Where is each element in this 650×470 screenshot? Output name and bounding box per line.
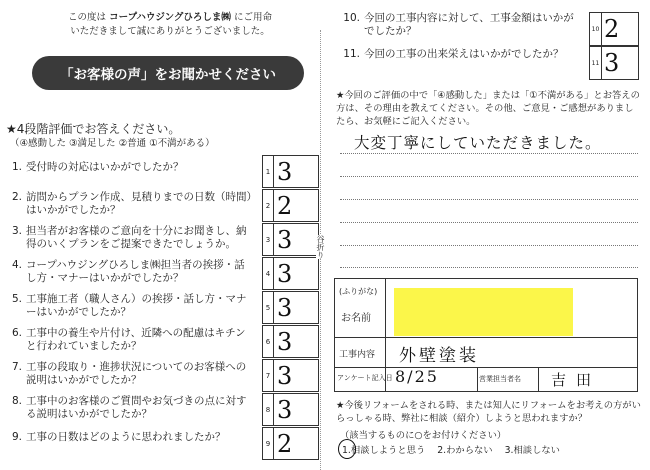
- question-1: [6, 161, 261, 174]
- box-number: 4: [263, 258, 274, 289]
- row-divider: [335, 337, 637, 338]
- header-greeting: [30, 11, 310, 39]
- answer-box-5[interactable]: [262, 291, 319, 324]
- answer-box-7[interactable]: [262, 359, 319, 392]
- answer-box-8[interactable]: [262, 393, 319, 426]
- question-number: 8.: [11, 395, 22, 407]
- name-label: お名前: [341, 313, 371, 324]
- box-number: 9: [263, 428, 274, 459]
- box-number: 11: [590, 47, 602, 79]
- comment-line: [340, 245, 638, 246]
- comment-line: [340, 199, 638, 200]
- referral-options: [342, 442, 560, 456]
- referral-option-1-label: 1.相談しようと思う: [342, 445, 426, 456]
- box-number: 10: [590, 13, 602, 45]
- question-number: 6.: [11, 327, 22, 339]
- greeting-line2: いただきまして誠にありがとうございました。: [70, 26, 270, 37]
- answer-box-6[interactable]: [262, 325, 319, 358]
- handwritten-answer: 2: [604, 15, 620, 43]
- answer-box-10[interactable]: [589, 12, 639, 46]
- question-text: 今回の工事の出来栄えはいかがでしたか？: [364, 48, 564, 60]
- handwritten-answer: 2: [277, 191, 293, 220]
- handwritten-answer: 3: [277, 293, 293, 322]
- question-number: 11.: [343, 48, 360, 60]
- handwritten-answer: 3: [277, 327, 293, 356]
- work-value[interactable]: 外壁塗装: [399, 346, 479, 366]
- box-number: 3: [263, 224, 274, 255]
- question-11: [340, 48, 585, 61]
- rating-title: ★4段階評価でお答えください。: [6, 122, 181, 136]
- referral-prompt: ★今後リフォームをされる時、または知人にリフォームをお考えの方がいらっしゃる時、弊社に相談（紹介）しようと思われますか？: [336, 400, 641, 424]
- referral-option-1[interactable]: [342, 442, 425, 456]
- label-column-divider: [385, 337, 386, 367]
- greeting-prefix: この度は: [68, 12, 107, 23]
- question-text: コープハウジングひろしま㈱担当者の挨拶・話し方・マナーはいかがでしたか？: [26, 259, 245, 284]
- question-text: 工事中の養生や片付け、近隣への配慮はキチンと行われていましたか？: [26, 327, 246, 352]
- handwritten-answer: 2: [277, 429, 293, 458]
- question-text: 担当者がお客様のご意向を十分にお聞きし、納得のいくプランをご提案できたでしょうか。: [26, 225, 247, 250]
- answer-box-1[interactable]: [262, 155, 319, 188]
- answer-box-3[interactable]: [262, 223, 319, 256]
- question-text: 工事の日数はどのように思われましたか？: [26, 431, 226, 443]
- voice-banner: 「お客様の声」をお聞かせください: [32, 56, 304, 90]
- comment-line: [340, 176, 638, 177]
- box-number: 2: [263, 190, 274, 221]
- question-4: [6, 259, 261, 285]
- question-7: [6, 361, 261, 387]
- comment-line: [340, 153, 638, 154]
- question-text: 工事の段取り・進捗状況についてのお客様への説明はいかがでしたか？: [26, 361, 247, 386]
- handwritten-answer: 3: [604, 49, 620, 77]
- name-redaction: [394, 288, 573, 336]
- box-number: 7: [263, 360, 274, 391]
- handwritten-answer: 3: [277, 361, 293, 390]
- answer-box-9[interactable]: [262, 427, 319, 460]
- question-text: 今回の工事内容に対して、工事金額はいかがでしたか？: [364, 12, 574, 37]
- question-number: 1.: [11, 161, 22, 173]
- question-number: 5.: [11, 293, 22, 305]
- answer-box-4[interactable]: [262, 257, 319, 290]
- fold-label: 谷折り: [316, 235, 325, 259]
- question-number: 2.: [11, 191, 22, 203]
- comment-prompt: ★今回のご評価の中で「④感動した」または「①不満がある」とお答えの方は、その理由を教えてください。その他、ご意見・ご感想がありましたら、お気軽にご記入ください。: [336, 90, 640, 127]
- date-value[interactable]: 8/25: [395, 367, 439, 386]
- question-text: 受付時の対応はいかがでしたか？: [26, 161, 184, 173]
- question-number: 3.: [11, 225, 22, 237]
- handwritten-answer: 3: [277, 395, 293, 424]
- question-number: 7.: [11, 361, 22, 373]
- referral-note: （該当するものに○をお付けください）: [340, 430, 507, 441]
- question-number: 4.: [11, 259, 22, 271]
- handwritten-answer: 3: [277, 225, 293, 254]
- question-number: 9.: [11, 431, 22, 443]
- label-column-divider: [385, 279, 386, 337]
- box-number: 5: [263, 292, 274, 323]
- question-8: [6, 395, 261, 421]
- question-3: [6, 225, 261, 251]
- question-2: [6, 191, 261, 217]
- answer-box-11[interactable]: [589, 46, 639, 80]
- handwritten-answer: 3: [277, 259, 293, 288]
- work-label: 工事内容: [339, 350, 376, 360]
- label-column-divider: [538, 367, 539, 391]
- comment-line: [340, 222, 638, 223]
- question-6: [6, 327, 261, 353]
- answer-box-2[interactable]: [262, 189, 319, 222]
- box-number: 1: [263, 156, 274, 187]
- question-10: [340, 12, 585, 38]
- staff-value[interactable]: 吉田: [551, 371, 602, 389]
- handwritten-answer: 3: [277, 157, 293, 186]
- label-column-divider: [477, 367, 478, 391]
- question-text: 訪問からプラン作成、見積りまでの日数（時間）はいかがでしたか？: [26, 191, 252, 216]
- referral-option-2[interactable]: 2.わからない: [437, 445, 493, 456]
- comment-line: [340, 267, 638, 268]
- company-name: コープハウジングひろしま㈱: [109, 12, 231, 23]
- rating-scale: （④感動した ③満足した ②普通 ①不満がある）: [10, 138, 215, 149]
- customer-info-table: [334, 278, 638, 392]
- furigana-label: (ふりがな): [339, 287, 378, 296]
- referral-option-3[interactable]: 3.相談しない: [504, 445, 560, 456]
- comment-handwriting[interactable]: 大変丁寧にしていただきました。: [354, 134, 602, 152]
- question-text: 工事中のお客様のご質問やお気づきの点に対する説明はいかがでしたか？: [26, 395, 247, 420]
- row-divider: [335, 367, 637, 368]
- question-5: [6, 293, 261, 319]
- box-number: 8: [263, 394, 274, 425]
- greeting-suffix: にご用命: [233, 12, 272, 23]
- selected-circle-mark: [338, 439, 356, 459]
- question-text: 工事施工者（職人さん）の挨拶・話し方・マナーはいかがでしたか？: [26, 293, 247, 318]
- question-number: 10.: [343, 12, 360, 24]
- staff-label: 営業担当者名: [479, 375, 521, 383]
- date-label: アンケート記入日: [337, 374, 393, 382]
- question-9: [6, 431, 261, 444]
- box-number: 6: [263, 326, 274, 357]
